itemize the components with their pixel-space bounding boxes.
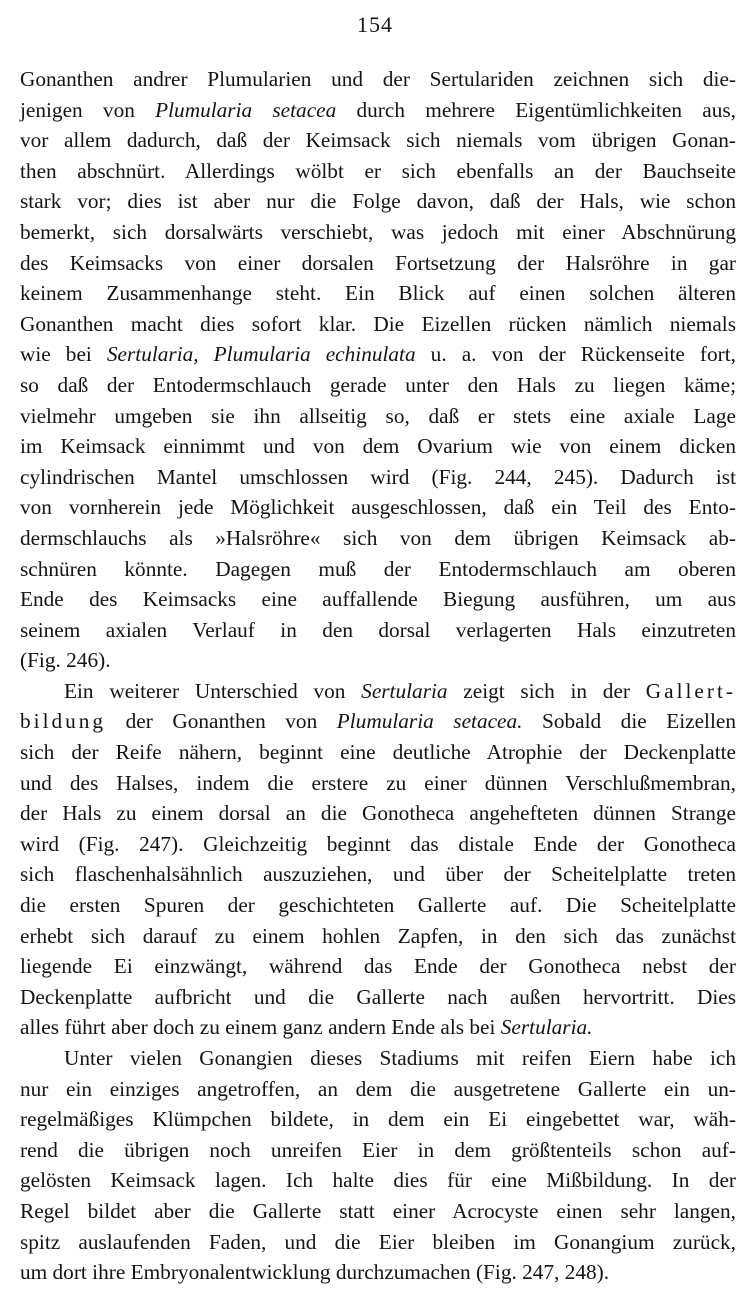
- text-run: Deckenplatte aufbricht und die Gallerte nach außen hervortritt. Dies: [20, 984, 736, 1009]
- text-line: [20, 615, 736, 646]
- text-run: gelösten Keimsack lagen. Ich halte dies für eine Mißbildung. In der: [20, 1168, 736, 1193]
- paragraph: [20, 676, 736, 1043]
- text-line: [20, 829, 736, 860]
- text-line: [20, 523, 736, 554]
- text-run: erhebt sich darauf zu einem hohlen Zapfen, in den sich das zunächst: [20, 923, 736, 948]
- text-run: wird (Fig. 247). Gleichzeitig beginnt das distale Ende der Gonotheca: [20, 831, 736, 856]
- text-run: Ein weiterer Unterschied von: [64, 678, 362, 703]
- text-line: [20, 798, 736, 829]
- text-line: [20, 492, 736, 523]
- text-line: [20, 1135, 736, 1166]
- text-run: stark vor; dies ist aber nur die Folge davon, daß der Hals, wie schon: [20, 189, 736, 214]
- text-line: [20, 1104, 736, 1135]
- text-line: [20, 309, 736, 340]
- text-run: Sobald die Eizellen: [522, 709, 736, 734]
- text-run: spitz auslaufenden Faden, und die Eier bleiben im Gonangium zurück,: [20, 1229, 736, 1254]
- text-run: im Keimsack einnimmt und von dem Ovarium wie von einem dicken: [20, 434, 736, 459]
- text-run: liegende Ei einzwängt, während das Ende der Gonotheca nebst der: [20, 954, 736, 979]
- spaced-term: bildung: [20, 709, 107, 734]
- text-line: [20, 217, 736, 248]
- text-run: so daß der Entodermschlauch gerade unter den Hals zu liegen käme;: [20, 372, 736, 397]
- text-run: Gonanthen andrer Plumularien und der Sertulariden zeichnen sich die-: [20, 67, 736, 91]
- paragraph: [20, 64, 736, 676]
- text-run: Unter vielen Gonangien dieses Stadiums mit reifen Eiern habe ich: [64, 1046, 736, 1070]
- text-run: schnüren könnte. Dagegen muß der Entodermschlauch am oberen: [20, 556, 736, 581]
- text-run: zeigt sich in der: [447, 678, 646, 703]
- body-text: [20, 64, 736, 1288]
- text-run: des Keimsacks von einer dorsalen Fortsetzung der Halsröhre in gar: [20, 250, 736, 275]
- text-line: [20, 859, 736, 890]
- italic-term: Plumularia setacea: [155, 97, 337, 122]
- text-run: cylindrischen Mantel umschlossen wird (Fig. 244, 245). Dadurch ist: [20, 464, 736, 489]
- italic-term: Sertularia.: [500, 1015, 593, 1040]
- text-run: (Fig. 246).: [20, 648, 111, 673]
- text-line: [20, 248, 736, 279]
- text-line: [20, 1165, 736, 1196]
- text-line: [20, 768, 736, 799]
- text-run: then abschnürt. Allerdings wölbt er sich ebenfalls an der Bauchseite: [20, 158, 736, 183]
- text-run: seinem axialen Verlauf in den dorsal verlagerten Hals einzutreten: [20, 617, 736, 642]
- text-line: [20, 676, 736, 707]
- text-line: [20, 1074, 736, 1105]
- text-line: [20, 370, 736, 401]
- text-line: [20, 951, 736, 982]
- text-run: von vornherein jede Möglichkeit ausgeschlossen, daß ein Teil des Ento-: [20, 495, 736, 520]
- text-line: [20, 706, 736, 737]
- text-run: bemerkt, sich dorsalwärts verschiebt, was jedoch mit einer Abschnürung: [20, 219, 736, 244]
- paragraph: [20, 1043, 736, 1288]
- text-line: [20, 186, 736, 217]
- text-line: [20, 339, 736, 370]
- text-line: [20, 431, 736, 462]
- text-line: [20, 645, 736, 676]
- text-run: vielmehr umgeben sie ihn allseitig so, daß er stets eine axiale Lage: [20, 403, 736, 428]
- text-run: um dort ihre Embryonalentwicklung durchzumachen (Fig. 247, 248).: [20, 1260, 610, 1285]
- text-line: [20, 1227, 736, 1258]
- text-run: Ende des Keimsacks eine auffallende Biegung ausführen, um aus: [20, 587, 736, 612]
- text-line: [20, 278, 736, 309]
- text-line: [20, 462, 736, 493]
- text-line: [20, 156, 736, 187]
- text-run: rend die übrigen noch unreifen Eier in dem größtenteils schon auf-: [20, 1137, 736, 1162]
- text-run: sich der Reife nähern, beginnt eine deutliche Atrophie der Deckenplatte: [20, 740, 736, 765]
- text-line: [20, 1257, 736, 1288]
- text-line: [20, 401, 736, 432]
- text-run: keinem Zusammenhange steht. Ein Blick auf einen solchen älteren: [20, 281, 736, 306]
- text-line: [20, 921, 736, 952]
- text-run: Regel bildet aber die Gallerte statt einer Acrocyste einen sehr langen,: [20, 1198, 736, 1223]
- text-line: [20, 64, 736, 95]
- text-line: [20, 1012, 736, 1043]
- text-run: nur ein einziges angetroffen, an dem die ausgetretene Gallerte ein un-: [20, 1076, 736, 1101]
- text-run: u. a. von der Rückenseite fort,: [415, 342, 737, 367]
- text-run: alles führt aber doch zu einem ganz andern Ende als bei: [20, 1015, 501, 1040]
- text-line: [20, 125, 736, 156]
- text-line: [20, 554, 736, 585]
- text-run: Gonanthen macht dies sofort klar. Die Eizellen rücken nämlich niemals: [20, 311, 736, 336]
- text-run: der Gonanthen von: [106, 709, 337, 734]
- text-run: jenigen von: [20, 97, 156, 122]
- text-run: die ersten Spuren der geschichteten Gallerte auf. Die Scheitelplatte: [20, 893, 736, 918]
- text-run: regelmäßiges Klümpchen bildete, in dem ein Ei eingebettet war, wäh-: [20, 1107, 736, 1132]
- italic-term: Sertularia: [361, 678, 448, 703]
- text-run: der Hals zu einem dorsal an die Gonotheca angehefteten dünnen Strange: [20, 801, 736, 826]
- text-line: [20, 890, 736, 921]
- italic-term: Plumularia setacea.: [336, 709, 523, 734]
- text-run: durch mehrere Eigentümlichkeiten aus,: [336, 97, 736, 122]
- text-line: [20, 1043, 736, 1074]
- text-run: sich flaschenhalsähnlich auszuziehen, und über der Scheitelplatte treten: [20, 862, 736, 887]
- text-run: vor allem dadurch, daß der Keimsack sich niemals vom übrigen Gonan-: [20, 128, 736, 153]
- page-number: 154: [357, 12, 393, 37]
- text-line: [20, 737, 736, 768]
- text-run: und des Halses, indem die erstere zu einer dünnen Verschlußmembran,: [20, 770, 736, 795]
- text-line: [20, 95, 736, 126]
- text-run: wie bei: [20, 342, 107, 367]
- text-line: [20, 584, 736, 615]
- text-line: [20, 1196, 736, 1227]
- italic-term: Sertularia, Plumularia echinulata: [106, 342, 416, 367]
- text-line: [20, 982, 736, 1013]
- text-run: dermschlauchs als »Halsröhre« sich von dem übrigen Keimsack ab-: [20, 525, 736, 550]
- spaced-term: Gallert-: [645, 678, 736, 703]
